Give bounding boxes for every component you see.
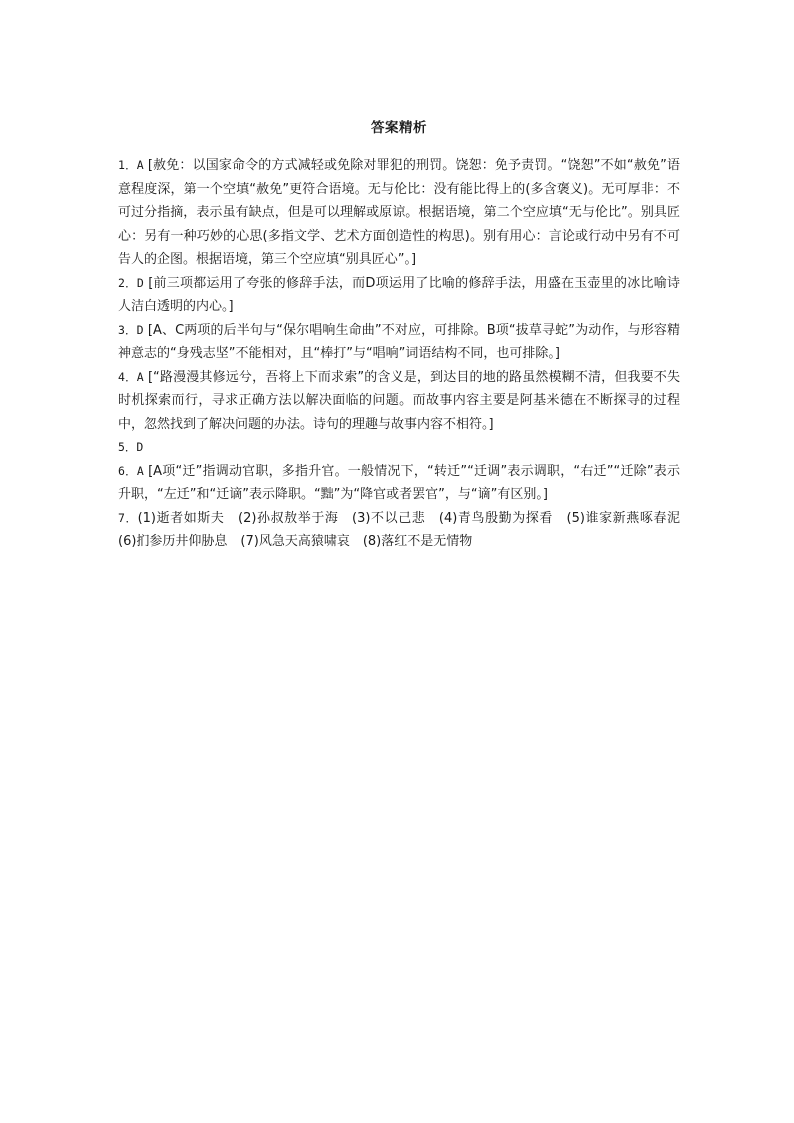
answer-number: 3．D bbox=[118, 322, 144, 337]
answer-text: [赦免：以国家命令的方式减轻或免除对罪犯的刑罚。饶恕：免予责罚。“饶恕”不如“赦免”语意程度深，第一个空填“赦免”更符合语境。无与伦比：没有能比得上的(多含褒义)。无可厚非：不可过分指摘，表示虽有缺点，但是可以理解或原谅。根据语境，第二个空应填“无与伦比”。别具匠心：另有一种巧妙的心思(多指文学、艺术方面创造性的构思)。别有用心：言论或行动中另有不可告人的企图。根据语境，第三个空应填“别具匠心”。] bbox=[118, 158, 680, 267]
answer-item-1 bbox=[118, 154, 680, 272]
answer-item-7 bbox=[118, 507, 693, 554]
answer-item-5 bbox=[118, 436, 680, 460]
answer-number: 1．A bbox=[118, 158, 144, 172]
answer-number: 7． bbox=[118, 510, 138, 525]
answer-text: [A项“迁”指调动官职，多指升官。一般情况下，“转迁”“迁调”表示调职，“右迁”“迁除”表示升职，“左迁”和“迁谪”表示降职。“黜”为“降官或者罢官”，与“谪”有区别。] bbox=[118, 463, 680, 502]
answer-item-4 bbox=[118, 366, 680, 437]
answer-number: 5．D bbox=[118, 440, 144, 454]
page-title: 答案精析 bbox=[371, 120, 427, 136]
answer-number: 6．A bbox=[118, 463, 144, 478]
answer-page bbox=[118, 118, 693, 554]
answer-number: 4．A bbox=[118, 369, 144, 384]
answer-text: [“路漫漫其修远兮，吾将上下而求索”的含义是，到达目的地的路虽然模糊不清，但我要不失时机探索而行，寻求正确方法以解决面临的问题。而故事内容主要是阿基米德在不断探寻的过程中，忽然找到了解决问题的办法。诗句的理趣与故事内容不相符。] bbox=[118, 369, 680, 432]
answer-text: [前三项都运用了夸张的修辞手法，而D项运用了比喻的修辞手法，用盛在玉壶里的冰比喻诗人洁白透明的内心。] bbox=[118, 275, 680, 314]
answer-text: [A、C两项的后半句与“保尔唱响生命曲”不对应，可排除。B项“拔草寻蛇”为动作，与形容精神意志的“身残志坚”不能相对，且“棒打”与“唱响”词语结构不同，也可排除。] bbox=[118, 322, 680, 361]
answer-number: 2．D bbox=[118, 275, 144, 290]
answer-item-3 bbox=[118, 319, 680, 366]
answer-item-2 bbox=[118, 272, 680, 319]
answer-item-6 bbox=[118, 460, 680, 507]
answer-text: (1)逝者如斯夫 (2)孙叔敖举于海 (3)不以己悲 (4)青鸟殷勤为探看 (5)谁家新燕啄春泥 (6)扪参历井仰胁息 (7)风急天高猿啸哀 (8)落红不是无情物 bbox=[118, 510, 693, 549]
